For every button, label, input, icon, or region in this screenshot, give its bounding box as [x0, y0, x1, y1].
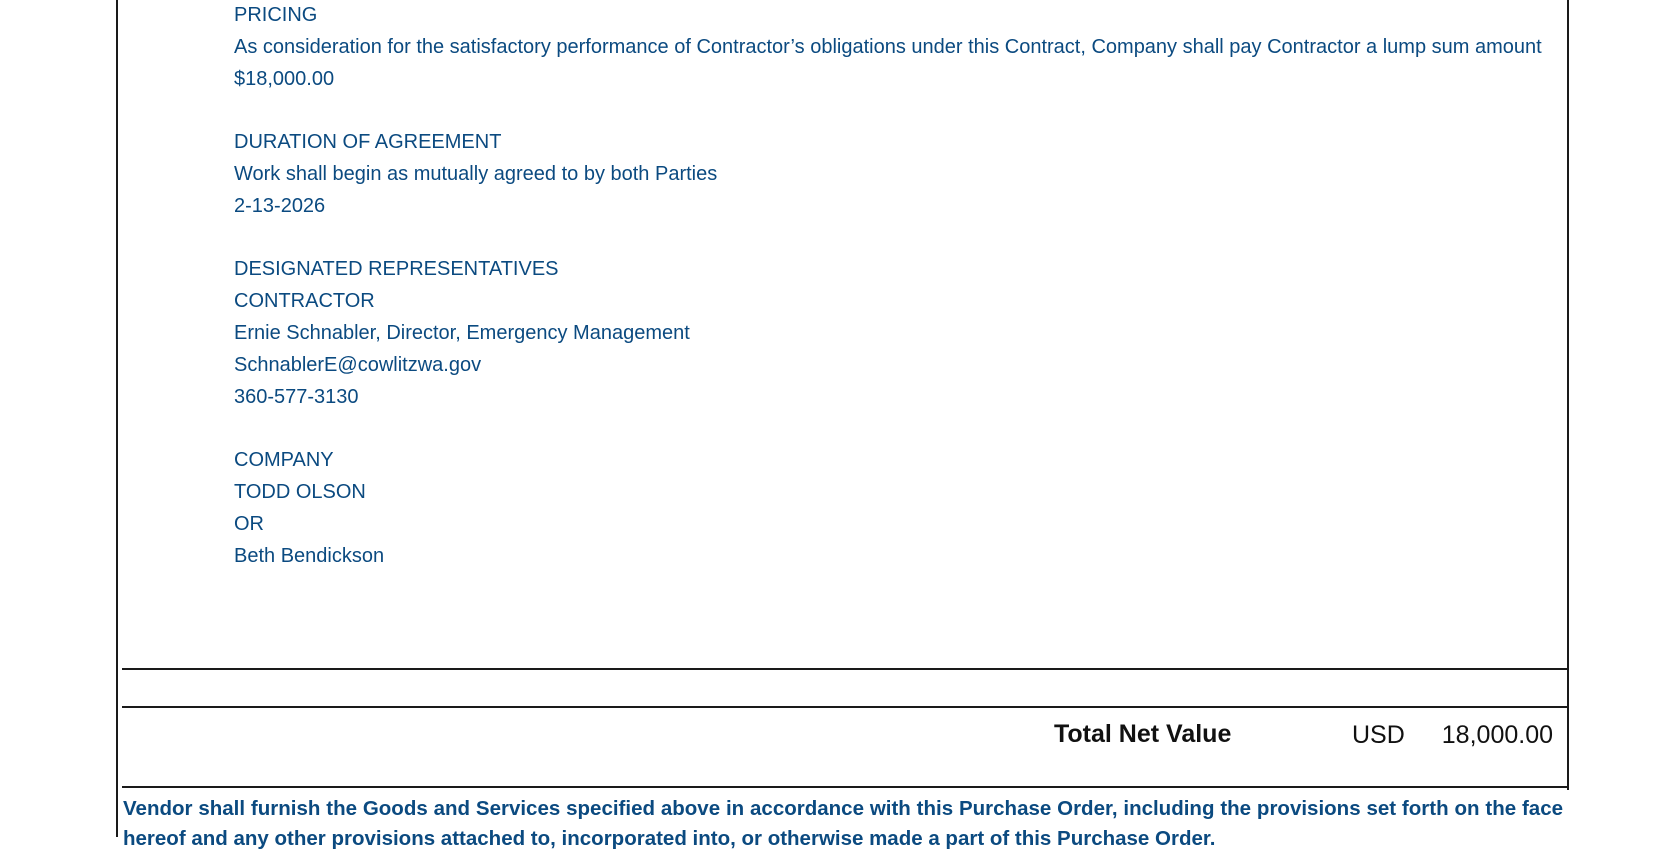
representatives-section	[234, 254, 1554, 413]
company-contact-or: OR	[234, 512, 264, 535]
duration-date: 2-13-2026	[234, 194, 326, 217]
contractor-heading: CONTRACTOR	[234, 290, 375, 313]
divider-line-upper	[122, 668, 1569, 670]
duration-heading: DURATION OF AGREEMENT	[234, 131, 502, 154]
company-section	[234, 445, 1554, 572]
contractor-email: SchnablerE@cowlitzwa.gov	[234, 353, 482, 376]
divider-line-middle	[122, 706, 1569, 708]
document-frame-left-border	[116, 0, 118, 837]
duration-text: Work shall begin as mutually agreed to by both Parties	[234, 162, 718, 185]
divider-line-lower	[122, 786, 1569, 788]
document-frame-right-border	[1567, 0, 1569, 790]
vendor-terms-text: Vendor shall furnish the Goods and Services specified above in accordance with this Purchase Order, including the provisions set forth on the face hereof and any other provisions attached to, incorporated into, or otherwise made a part of this Purchase Order.	[123, 797, 1563, 850]
pricing-section	[234, 0, 1554, 95]
total-currency: USD	[1352, 721, 1405, 749]
representatives-heading: DESIGNATED REPRESENTATIVES	[234, 258, 559, 281]
contractor-name: Ernie Schnabler, Director, Emergency Management	[234, 321, 690, 344]
company-contact-primary: TODD OLSON	[234, 480, 366, 503]
company-heading: COMPANY	[234, 449, 334, 472]
duration-section	[234, 127, 1554, 222]
total-amount: 18,000.00	[1441, 721, 1553, 749]
pricing-heading: PRICING	[234, 4, 318, 26]
purchase-order-body	[234, 0, 1554, 572]
contractor-phone: 360-577-3130	[234, 385, 359, 408]
company-contact-secondary: Beth Bendickson	[234, 544, 385, 567]
total-net-value-label: Total Net Value	[1054, 720, 1232, 748]
pricing-text: As consideration for the satisfactory performance of Contractor’s obligations under this Contract, Company shall pay Contractor a lump sum amount $18,000.00	[234, 35, 1542, 90]
